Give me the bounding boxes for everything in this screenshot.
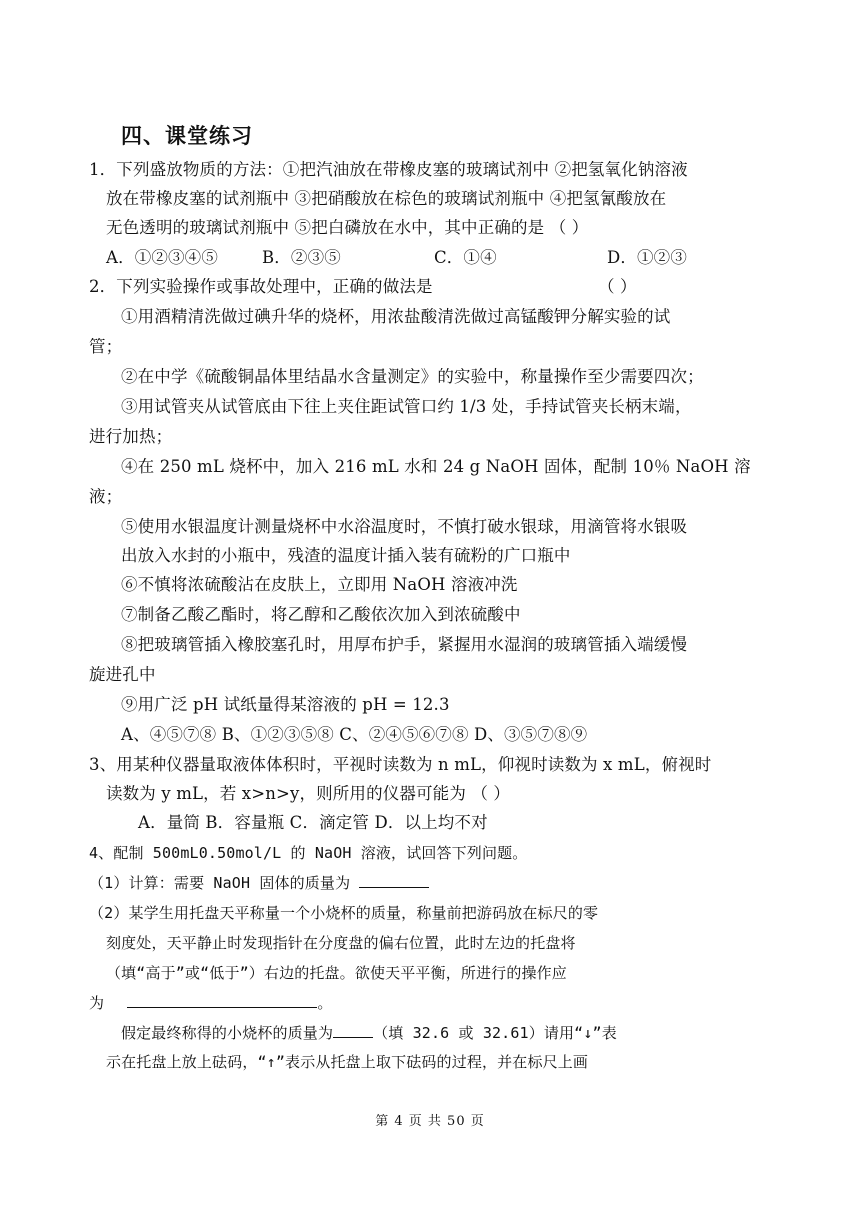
q1-line-2: 放在带橡皮塞的试剂瓶中 ③把硝酸放在棕色的玻璃试剂瓶中 ④把氢氰酸放在 — [106, 189, 667, 208]
q2-options: A、④⑤⑦⑧ B、①②③⑤⑧ C、②④⑤⑥⑦⑧ D、③⑤⑦⑧⑨ — [121, 725, 588, 744]
q4-part-2d — [89, 992, 333, 1014]
q4-part-3a-suffix: （填 32.6 或 32.61）请用“↓”表 — [373, 1024, 617, 1042]
q2-item-2: ②在中学《硫酸铜晶体里结晶水含量测定》的实验中，称量操作至少需要四次； — [121, 367, 704, 386]
q2-item-5b: 出放入水封的小瓶中，残渣的温度计插入装有硫粉的广口瓶中 — [121, 546, 571, 565]
q4-part-2c: （填“高于”或“低于”）右边的托盘。欲使天平平衡，所进行的操作应 — [106, 964, 567, 982]
q2-bracket: （ ） — [598, 277, 637, 296]
q2-item-3a: ③用试管夹从试管底由下往上夹住距试管口约 1/3 处，手持试管夹长柄末端， — [121, 397, 692, 416]
q2-item-6: ⑥不慎将浓硫酸沾在皮肤上，立即用 NaOH 溶液冲洗 — [121, 575, 518, 594]
q4-part-1 — [89, 872, 429, 894]
q3-options: A．量筒 B．容量瓶 C．滴定管 D．以上均不对 — [138, 813, 488, 832]
q2-item-4b: 液； — [89, 487, 123, 506]
q4-part-2d-prefix: 为 — [89, 994, 114, 1012]
q4-part-2a: （2）某学生用托盘天平称量一个小烧杯的质量，称量前把游码放在标尺的零 — [89, 904, 599, 922]
q2-item-5a: ⑤使用水银温度计测量烧杯中水浴温度时，不慎打破水银球，用滴管将水银吸 — [121, 517, 688, 536]
answer-blank-mass[interactable] — [359, 872, 429, 888]
q4-part-2b: 刻度处，天平静止时发现指针在分度盘的偏右位置，此时左边的托盘将 — [106, 934, 576, 952]
page-footer: 第 4 页 共 50 页 — [375, 1114, 485, 1129]
answer-blank-operation[interactable] — [127, 992, 317, 1008]
q1-option-d: D．①②③ — [607, 248, 687, 267]
q4-part-3b: 示在托盘上放上砝码，“↑”表示从托盘上取下砝码的过程，并在标尺上画 — [106, 1053, 589, 1071]
q1-option-a: A．①②③④⑤ — [106, 248, 218, 267]
q4-part-2d-suffix: 。 — [317, 994, 333, 1012]
q4-part-3a — [121, 1022, 617, 1044]
q4-stem: 4、配制 500mL0.50mol/L 的 NaOH 溶液，试回答下列问题。 — [89, 844, 528, 862]
q4-part-1-text: （1）计算：需要 NaOH 固体的质量为 — [89, 874, 360, 892]
q2-item-1a: ①用酒精清洗做过碘升华的烧杯，用浓盐酸清洗做过高锰酸钾分解实验的试 — [121, 307, 671, 326]
q2-item-8a: ⑧把玻璃管插入橡胶塞孔时，用厚布护手，紧握用水湿润的玻璃管插入端缓慢 — [121, 635, 688, 654]
q2-item-4a: ④在 250 mL 烧杯中，加入 216 mL 水和 24 g NaOH 固体，配制 10％ NaOH 溶 — [121, 457, 751, 476]
q3-line-2: 读数为 y mL，若 x>n>y，则所用的仪器可能为 （ ） — [106, 784, 511, 803]
q2-item-1b: 管； — [89, 337, 123, 356]
q1-line-3: 无色透明的玻璃试剂瓶中 ⑤把白磷放在水中，其中正确的是 （ ） — [106, 218, 589, 237]
q2-item-3b: 进行加热； — [89, 427, 173, 446]
answer-blank-beaker-mass[interactable] — [333, 1022, 373, 1038]
q4-part-3a-prefix: 假定最终称得的小烧杯的质量为 — [121, 1024, 334, 1042]
q2-stem: 2．下列实验操作或事故处理中，正确的做法是 — [89, 277, 433, 296]
q2-item-9: ⑨用广泛 pH 试纸量得某溶液的 pH = 12.3 — [121, 695, 450, 714]
section-title: 四、课堂练习 — [121, 124, 253, 148]
q1-line-1: 1．下列盛放物质的方法：①把汽油放在带橡皮塞的玻璃试剂中 ②把氢氧化钠溶液 — [89, 160, 688, 179]
q2-item-8b: 旋进孔中 — [89, 665, 156, 684]
q1-option-b: B．②③⑤ — [262, 248, 341, 267]
q1-option-c: C．①④ — [434, 248, 497, 267]
q2-item-7: ⑦制备乙酸乙酯时，将乙醇和乙酸依次加入到浓硫酸中 — [121, 605, 521, 624]
q3-line-1: 3、用某种仪器量取液体体积时，平视时读数为 n mL，仰视时读数为 x mL，俯视时 — [89, 755, 712, 774]
